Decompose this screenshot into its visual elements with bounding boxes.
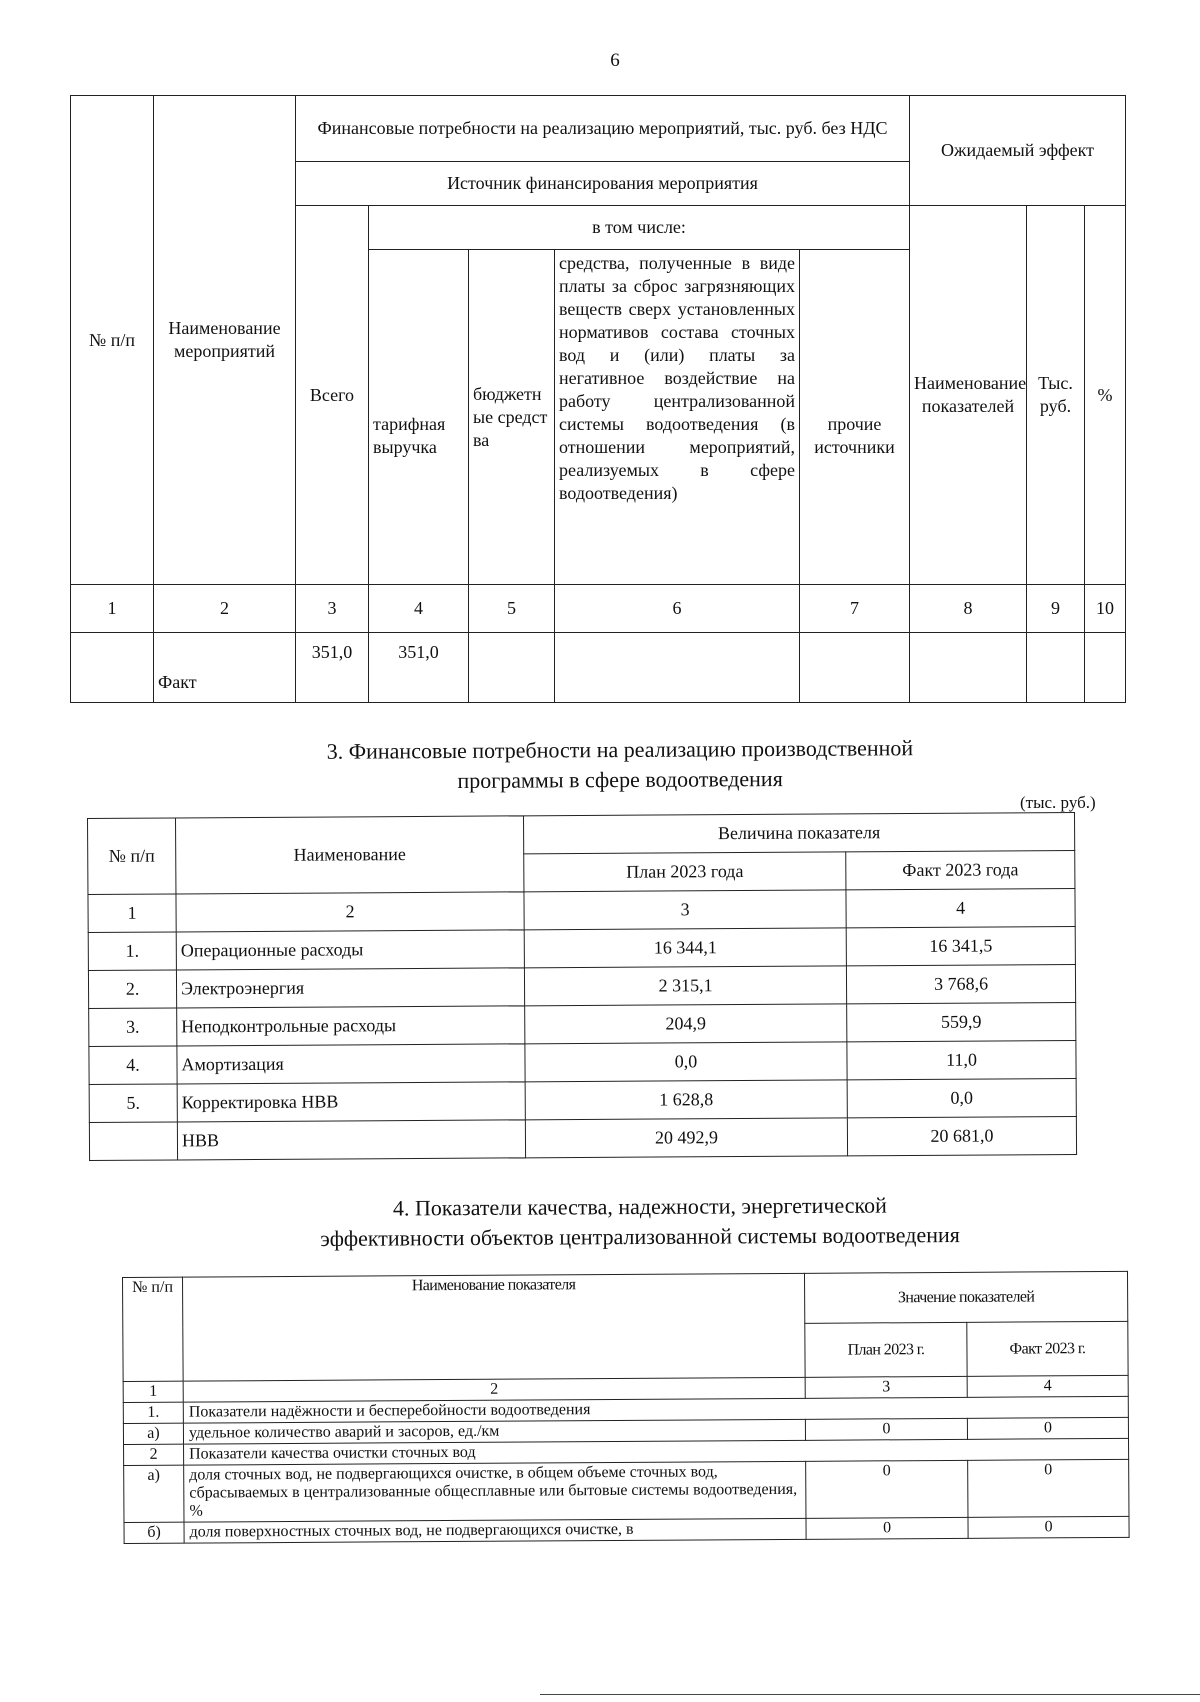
col-number: 1 [88, 894, 176, 933]
fact-total: 351,0 [296, 633, 369, 703]
section4-title: 4. Показатели качества, надежности, энергетической эффективности объектов централизованной системы водоотведения [320, 1192, 960, 1251]
col-number-header: № п/п [123, 1277, 184, 1381]
col-number: 2 [154, 585, 296, 633]
col-thousand-rub-header: Тыс. руб. [1027, 206, 1085, 585]
col-measure-name-header: Наименование мероприятий [154, 96, 296, 585]
col-number: 3 [296, 585, 369, 633]
values-header: Значение показателей [804, 1271, 1127, 1323]
col-total-header: Всего [296, 206, 369, 585]
col-number: 4 [369, 585, 469, 633]
col-number-header: № п/п [71, 96, 154, 585]
col-other-header: прочие источники [800, 250, 910, 585]
funding-source-header: Источник финансирования мероприятия [296, 162, 910, 206]
col-number: 4 [967, 1375, 1128, 1397]
col-number: 2 [176, 892, 524, 932]
table-row: НВВ 20 492,9 20 681,0 [89, 1116, 1076, 1160]
table-row: 2. Электроэнергия 2 315,1 3 768,6 [88, 964, 1075, 1008]
col-indicator-header: Наименование показателей [910, 206, 1027, 585]
table-row: а) удельное количество аварий и засоров, ед./км 0 0 [123, 1417, 1128, 1444]
table-row: 5. Корректировка НВВ 1 628,8 0,0 [89, 1078, 1076, 1122]
col-number: 1 [71, 585, 154, 633]
table-row: 4. Амортизация 0,0 11,0 [89, 1040, 1076, 1084]
col-percent-header: % [1085, 206, 1126, 585]
col-number-header: № п/п [88, 818, 176, 895]
table-row: 2 Показатели качества очистки сточных вод [124, 1438, 1129, 1465]
production-program-table [87, 812, 1077, 1161]
page-bottom-edge [540, 1694, 1200, 1695]
unit-label: (тыс. руб.) [1020, 793, 1096, 812]
col-number: 2 [183, 1377, 805, 1402]
col-number: 1 [123, 1381, 183, 1402]
including-header: в том числе: [369, 206, 910, 250]
col-number: 3 [524, 890, 846, 930]
col-number: 5 [469, 585, 555, 633]
table-row: 1. Операционные расходы 16 344,1 16 341,5 [88, 926, 1075, 970]
table-row: а) доля сточных вод, не подвергающихся очистке, в общем объеме сточных вод, сбрасываемых в централизованные общесплавные или бытовые системы водоотведения, % 0 0 [124, 1459, 1129, 1522]
col-budget-header: бюджетные средства [469, 250, 555, 585]
col-number: 8 [910, 585, 1027, 633]
col-number: 3 [805, 1376, 967, 1398]
fact-label: Факт [154, 633, 296, 703]
col-name-header: Наименование [176, 816, 524, 894]
financial-needs-header: Финансовые потребности на реализацию мероприятий, тыс. руб. без НДС [296, 96, 910, 162]
plan-header: План 2023 г. [805, 1322, 967, 1377]
plan-header: План 2023 года [524, 852, 846, 892]
table-row [71, 633, 1126, 703]
fact-header: Факт 2023 г. [967, 1321, 1128, 1376]
fact-tariff: 351,0 [369, 633, 469, 703]
fact-header: Факт 2023 года [846, 850, 1075, 889]
measures-financing-table [70, 95, 1126, 703]
expected-effect-header: Ожидаемый эффект [910, 96, 1126, 206]
col-number: 9 [1027, 585, 1085, 633]
col-indicator-name-header: Наименование показателя [183, 1273, 806, 1381]
page-number: 6 [610, 50, 620, 71]
col-number: 4 [846, 888, 1075, 927]
section3-title: 3. Финансовые потребности на реализацию производственной программы в сфере водоотведения [326, 735, 914, 793]
table-row: б) доля поверхностных сточных вод, не подвергающихся очистке, в 0 0 [124, 1516, 1129, 1543]
col-number: 6 [555, 585, 800, 633]
value-header: Величина показателя [523, 812, 1074, 853]
col-fees-header: средства, полученные в виде платы за сброс загрязняющих веществ сверх установленных нормативов состава сточных вод и (или) платы за негативное воздействие на работу централизованной системы водоотведения (в отношении мероприятий, реализуемых в сфере водоотведения) [555, 250, 800, 585]
table-row: 1. Показатели надёжности и бесперебойности водоотведения [123, 1396, 1128, 1423]
col-number: 10 [1085, 585, 1126, 633]
col-number: 7 [800, 585, 910, 633]
quality-indicators-table [122, 1271, 1130, 1544]
col-tariff-header: тарифная выручка [369, 250, 469, 585]
table-row: 3. Неподконтрольные расходы 204,9 559,9 [89, 1002, 1076, 1046]
